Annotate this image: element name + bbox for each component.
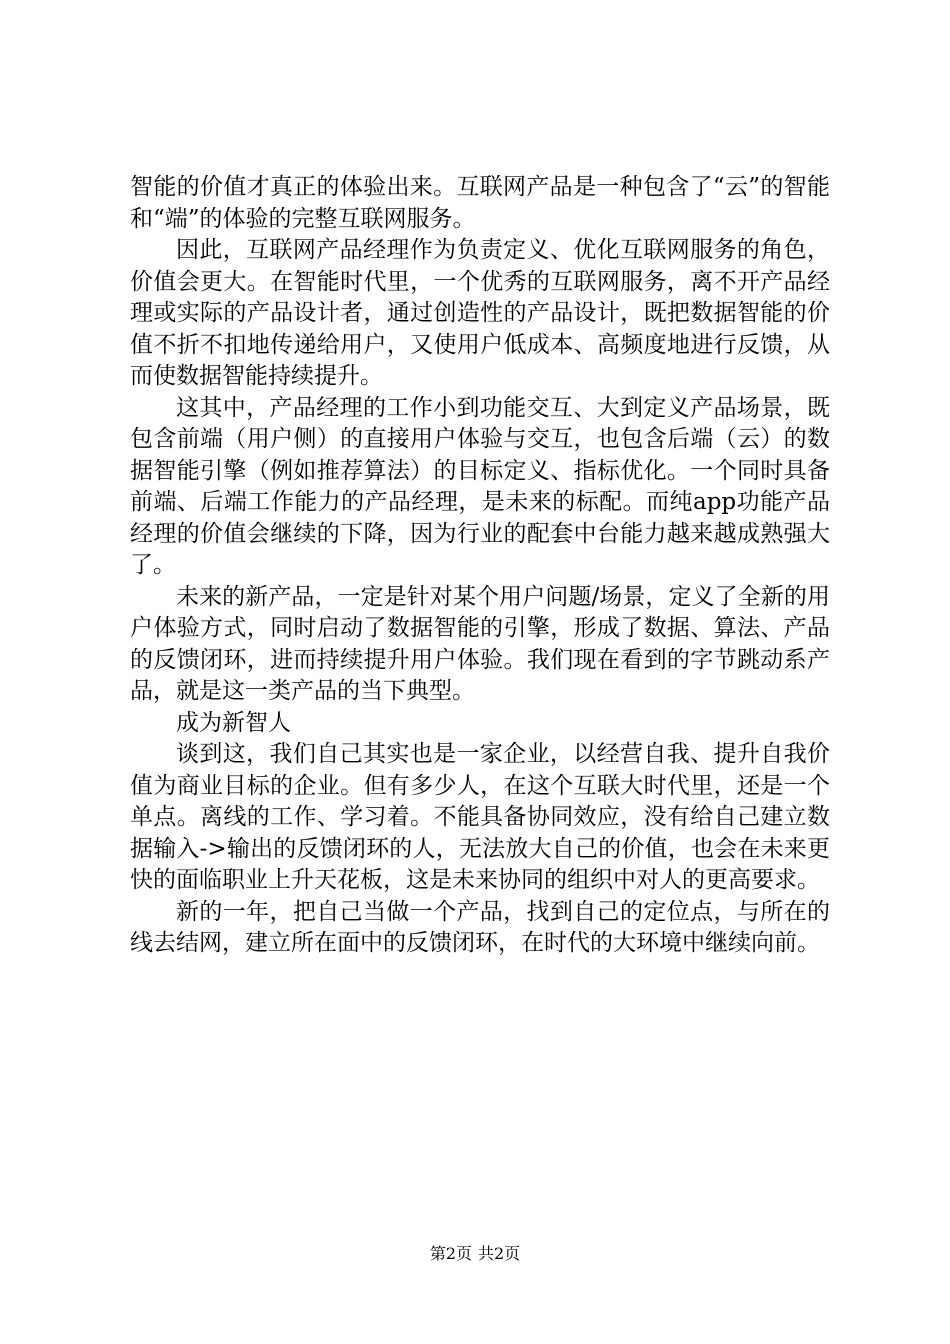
- paragraph-new-year: 新的一年，把自己当做一个产品，找到自己的定位点，与所在的线去结网，建立所在面中的反馈闭环，在时代的大环境中继续向前。: [130, 898, 830, 956]
- paragraph-product-manager-role: 因此，互联网产品经理作为负责定义、优化互联网服务的角色，价值会更大。在智能时代里，一个优秀的互联网服务，离不开产品经理或实际的产品设计者，通过创造性的产品设计，既把数据智能的价值不折不扣地传递给用户，又使用户低成本、高频度地进行反馈，从而使数据智能持续提升。: [130, 237, 830, 389]
- paragraph-future-products: 未来的新产品，一定是针对某个用户问题/场景，定义了全新的用户体验方式，同时启动了数据智能的引擎，形成了数据、算法、产品的反馈闭环，进而持续提升用户体验。我们现在看到的字节跳动系产品，就是这一类产品的当下典型。: [130, 583, 830, 704]
- paragraph-frontend-backend: 这其中，产品经理的工作小到功能交互、大到定义产品场景，既包含前端（用户侧）的直接用户体验与交互，也包含后端（云）的数据智能引擎（例如推荐算法）的目标定义、指标优化。一个同时具备前端、后端工作能力的产品经理，是未来的标配。而纯app功能产品经理的价值会继续的下降，因为行业的配套中台能力越来越成熟强大了。: [130, 394, 830, 578]
- section-heading: 成为新智人: [176, 709, 291, 736]
- page-number-total: 共2页: [478, 1244, 521, 1263]
- paragraph-continued: 智能的价值才真正的体验出来。互联网产品是一种包含了“云”的智能和“端”的体验的完整互联网服务。: [130, 174, 830, 232]
- document-body: [130, 172, 830, 960]
- page-footer: [0, 1244, 950, 1264]
- paragraph-self-as-enterprise: 谈到这，我们自己其实也是一家企业，以经营自我、提升自我价值为商业目标的企业。但有多少人，在这个互联大时代里，还是一个单点。离线的工作、学习着。不能具备协同效应，没有给自己建立数据输入->输出的反馈闭环的人，无法放大自己的价值，也会在未来更快的面临职业上升天花板，这是未来协同的组织中对人的更高要求。: [130, 741, 830, 893]
- page-number-current: 第2页: [429, 1244, 472, 1263]
